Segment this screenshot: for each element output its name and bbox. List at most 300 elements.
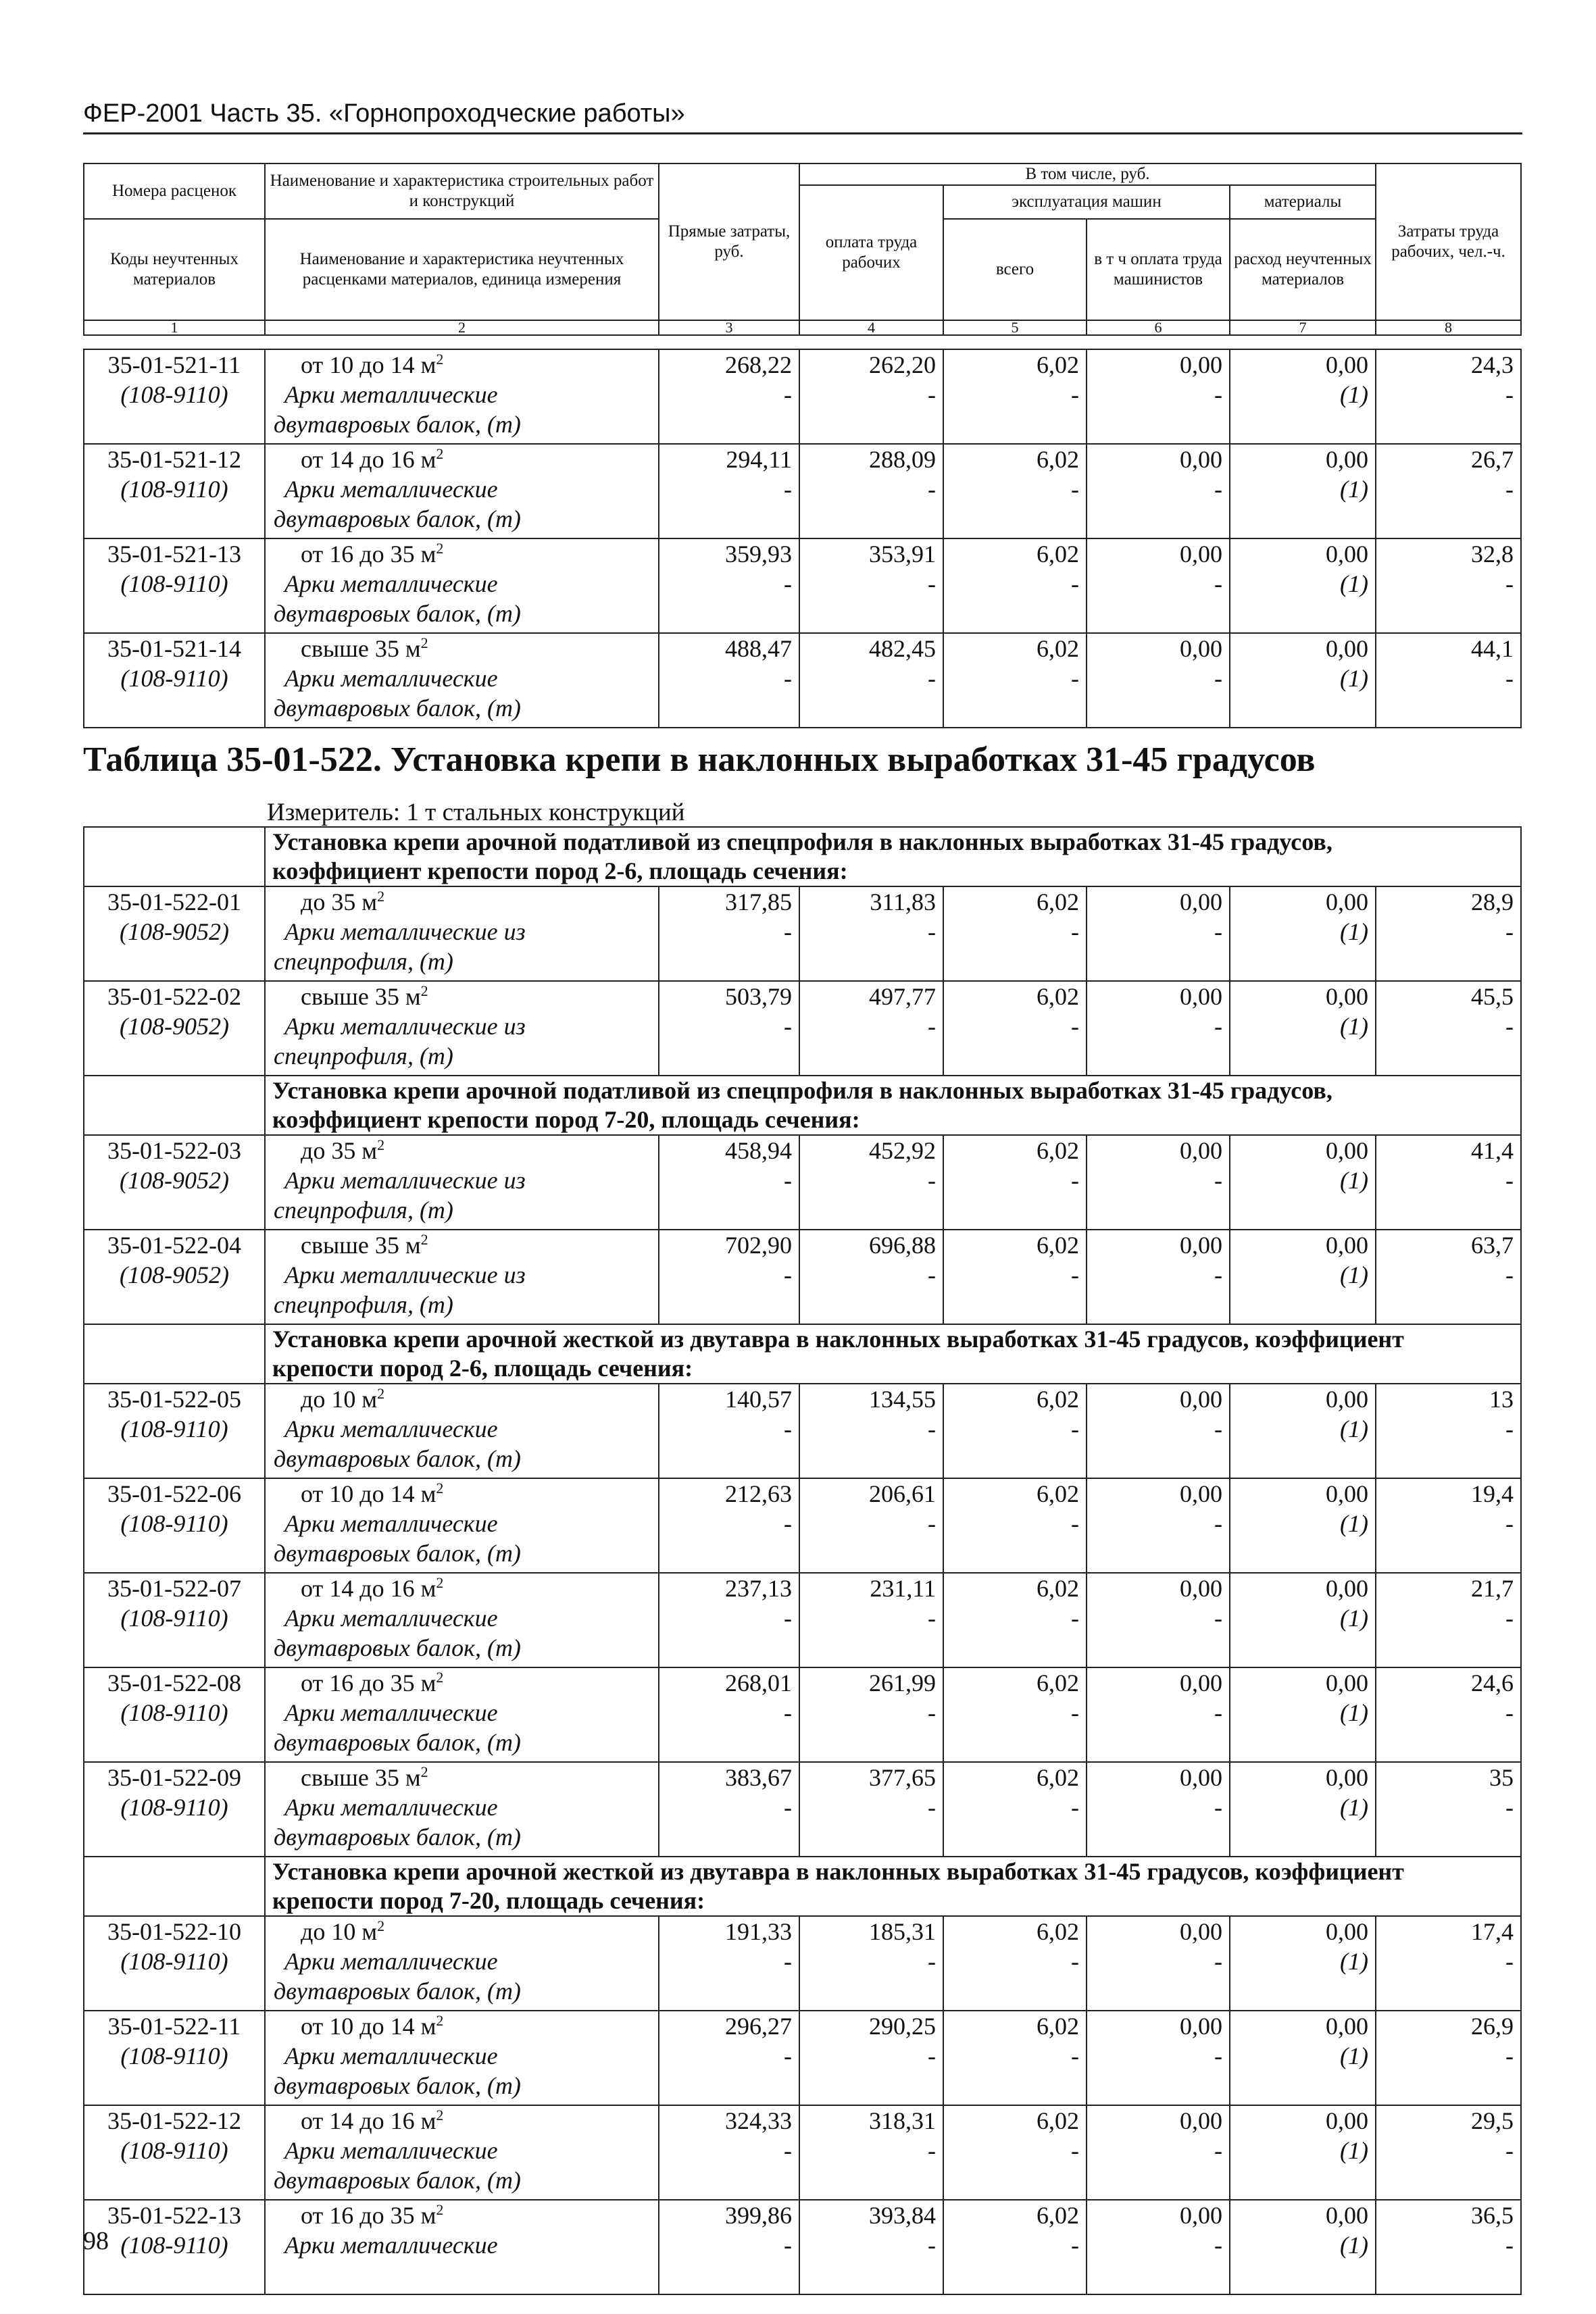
value-col-7	[1230, 2105, 1376, 2200]
dash: -	[1505, 1013, 1514, 1040]
material-name: Арки металлические	[284, 1699, 498, 1726]
value: 6,02	[1037, 2202, 1079, 2229]
work-title-text: от 14 до 16 м	[301, 2107, 437, 2134]
table-row	[84, 2200, 1521, 2294]
value: 0,00	[1180, 1575, 1222, 1602]
work-title-text: до 10 м	[301, 1918, 378, 1945]
section-spacer	[84, 1324, 265, 1384]
dash: -	[1071, 1948, 1079, 1975]
work-name-cell	[265, 2105, 659, 2200]
value-col-3	[659, 444, 799, 538]
dash: -	[784, 918, 792, 945]
material-code: (108-9110)	[120, 381, 228, 408]
work-name-cell	[265, 2011, 659, 2105]
material-name: двутавровых балок, (т)	[274, 600, 521, 627]
value-col-3	[659, 1478, 799, 1573]
work-name-cell	[265, 1762, 659, 1857]
work-name-cell	[265, 1478, 659, 1573]
value: 212,63	[725, 1480, 792, 1507]
work-title	[274, 1763, 658, 1792]
value-col-5	[943, 349, 1087, 444]
material-name: двутавровых балок, (т)	[274, 1634, 521, 1661]
rate-code-cell	[84, 1573, 265, 1667]
material-qty: (1)	[1340, 1013, 1368, 1040]
value-col-7	[1230, 538, 1376, 633]
value: 231,11	[870, 1575, 936, 1602]
material-qty: (1)	[1340, 1261, 1368, 1288]
value-col-7	[1230, 1478, 1376, 1573]
value-col-4	[799, 633, 943, 728]
col-header-material-names: Наименование и характеристика неучтенных расценками материалов, единица измерения	[265, 219, 659, 320]
value: 399,86	[725, 2202, 792, 2229]
section-spacer	[84, 827, 265, 886]
value: 324,33	[725, 2107, 792, 2134]
value-col-5	[943, 1135, 1087, 1230]
material-name: Арки металлические	[284, 1510, 498, 1537]
value: 0,00	[1180, 1918, 1222, 1945]
dash: -	[1071, 1699, 1079, 1726]
table-row	[84, 1916, 1521, 2011]
value-col-7	[1230, 349, 1376, 444]
rate-code-cell	[84, 444, 265, 538]
rate-code: 35-01-522-02	[107, 983, 241, 1010]
table-row	[84, 2011, 1521, 2105]
value: 0,00	[1180, 2202, 1222, 2229]
value-col-7	[1230, 1573, 1376, 1667]
value-col-8	[1376, 886, 1521, 981]
work-title	[274, 2011, 658, 2041]
value-col-4	[799, 1478, 943, 1573]
work-title-text: от 16 до 35 м	[301, 2202, 437, 2229]
value: 44,1	[1471, 635, 1514, 662]
dash: -	[1071, 1167, 1079, 1194]
work-name-cell	[265, 2200, 659, 2294]
value: 6,02	[1037, 983, 1079, 1010]
dash: -	[1505, 381, 1514, 408]
dash: -	[928, 1261, 936, 1288]
dash: -	[1071, 1013, 1079, 1040]
work-title	[274, 1668, 658, 1698]
value: 393,84	[869, 2202, 936, 2229]
value-col-6	[1087, 1230, 1230, 1324]
section-heading-line: коэффициент крепости пород 7-20, площадь сечения:	[272, 1106, 860, 1133]
value-col-5	[943, 886, 1087, 981]
value: 6,02	[1037, 1232, 1079, 1259]
material-qty: (1)	[1340, 1167, 1368, 1194]
value: 452,92	[869, 1137, 936, 1164]
area-unit-power: 2	[436, 2012, 444, 2029]
dash: -	[784, 1605, 792, 1632]
value-col-6	[1087, 1135, 1230, 1230]
section-heading	[265, 1076, 1521, 1135]
material-qty: (1)	[1340, 1605, 1368, 1632]
value-col-6	[1087, 1573, 1230, 1667]
dash: -	[1071, 2137, 1079, 2164]
value: 6,02	[1037, 1918, 1079, 1945]
section-heading	[265, 827, 1521, 886]
value-col-8	[1376, 2200, 1521, 2294]
table-35-01-522	[83, 826, 1522, 2295]
dash: -	[1505, 1415, 1514, 1442]
col-number-4: 4	[799, 320, 943, 335]
dash: -	[1214, 1415, 1222, 1442]
value: 41,4	[1471, 1137, 1514, 1164]
value-col-8	[1376, 1762, 1521, 1857]
value: 383,67	[725, 1764, 792, 1791]
dash: -	[928, 918, 936, 945]
value-col-4	[799, 1573, 943, 1667]
rate-code: 35-01-522-01	[107, 888, 241, 915]
value: 0,00	[1180, 635, 1222, 662]
material-qty: (1)	[1340, 1510, 1368, 1537]
dash: -	[928, 1605, 936, 1632]
col-header-rate-numbers: Номера расценок	[84, 164, 265, 219]
col-number-2: 2	[265, 320, 659, 335]
value: 6,02	[1037, 1669, 1079, 1696]
dash: -	[1505, 476, 1514, 503]
dash: -	[1214, 381, 1222, 408]
value: 0,00	[1326, 888, 1368, 915]
section-heading-row	[84, 1857, 1521, 1916]
value-col-7	[1230, 1230, 1376, 1324]
value: 296,27	[725, 2013, 792, 2040]
work-title	[274, 634, 658, 663]
material-name: Арки металлические	[284, 1605, 498, 1632]
dash: -	[928, 1948, 936, 1975]
value-col-3	[659, 1384, 799, 1478]
material-code: (108-9110)	[120, 476, 228, 503]
value-col-4	[799, 2011, 943, 2105]
value: 32,8	[1471, 540, 1514, 568]
value: 0,00	[1180, 1480, 1222, 1507]
material-name: двутавровых балок, (т)	[274, 1445, 521, 1472]
value: 0,00	[1180, 1232, 1222, 1259]
table-row	[84, 444, 1521, 538]
value-col-4	[799, 1384, 943, 1478]
value-col-8	[1376, 538, 1521, 633]
value-col-7	[1230, 1916, 1376, 2011]
dash: -	[784, 1699, 792, 1726]
value-col-8	[1376, 444, 1521, 538]
dash: -	[784, 2232, 792, 2259]
table-row	[84, 1573, 1521, 1667]
value-col-5	[943, 1762, 1087, 1857]
value-col-5	[943, 981, 1087, 1076]
value-col-3	[659, 1916, 799, 2011]
material-code: (108-9052)	[120, 1261, 229, 1288]
value: 458,94	[725, 1137, 792, 1164]
value-col-6	[1087, 538, 1230, 633]
rate-code-cell	[84, 538, 265, 633]
value: 134,55	[869, 1386, 936, 1413]
value: 19,4	[1471, 1480, 1514, 1507]
col-header-machines-total: всего	[943, 219, 1087, 320]
value-col-8	[1376, 2105, 1521, 2200]
work-title-text: от 10 до 14 м	[301, 351, 437, 378]
material-code: (108-9110)	[120, 2137, 228, 2164]
area-unit-power: 2	[377, 1917, 385, 1934]
page-number: 98	[83, 2227, 109, 2255]
dash: -	[784, 1794, 792, 1821]
col-header-material-use: расход неучтенных материалов	[1230, 219, 1376, 320]
rate-code: 35-01-521-14	[107, 635, 241, 662]
table-row	[84, 1384, 1521, 1478]
dash: -	[1071, 2042, 1079, 2069]
dash: -	[928, 2137, 936, 2164]
value: 6,02	[1037, 888, 1079, 915]
material-name: Арки металлические	[284, 665, 498, 692]
value-col-4	[799, 444, 943, 538]
dash: -	[1505, 1948, 1514, 1975]
value-col-8	[1376, 349, 1521, 444]
material-code: (108-9110)	[120, 1794, 228, 1821]
work-name-cell	[265, 1916, 659, 2011]
dash: -	[928, 381, 936, 408]
material-qty: (1)	[1340, 1415, 1368, 1442]
material-name: Арки металлические	[284, 2137, 498, 2164]
value: 29,5	[1471, 2107, 1514, 2134]
table-row	[84, 633, 1521, 728]
value: 482,45	[869, 635, 936, 662]
work-title	[274, 1136, 658, 1165]
dash: -	[1214, 1510, 1222, 1537]
value: 696,88	[869, 1232, 936, 1259]
table-row	[84, 1478, 1521, 1573]
material-name: Арки металлические	[284, 570, 498, 597]
value-col-3	[659, 1135, 799, 1230]
table-row	[84, 349, 1521, 444]
value-col-3	[659, 1762, 799, 1857]
work-title-text: от 16 до 35 м	[301, 1669, 437, 1696]
value-col-8	[1376, 1667, 1521, 1762]
col-header-material-codes: Коды неучтенных материалов	[84, 219, 265, 320]
material-name: двутавровых балок, (т)	[274, 695, 521, 722]
value-col-5	[943, 1384, 1087, 1478]
value: 26,7	[1471, 446, 1514, 473]
value-col-5	[943, 444, 1087, 538]
material-name: Арки металлические	[284, 2232, 498, 2259]
dash: -	[1505, 2137, 1514, 2164]
value-col-7	[1230, 1135, 1376, 1230]
value: 0,00	[1326, 2107, 1368, 2134]
value-col-3	[659, 1667, 799, 1762]
units-measure: Измеритель: 1 т стальных конструкций	[267, 799, 685, 826]
material-name: двутавровых балок, (т)	[274, 1729, 521, 1756]
value-col-6	[1087, 886, 1230, 981]
section-heading-row	[84, 1324, 1521, 1384]
material-code: (108-9110)	[120, 1605, 228, 1632]
value: 0,00	[1180, 1137, 1222, 1164]
value-col-8	[1376, 1478, 1521, 1573]
dash: -	[1214, 476, 1222, 503]
value-col-5	[943, 2200, 1087, 2294]
dash: -	[1214, 1261, 1222, 1288]
dash: -	[784, 1948, 792, 1975]
dash: -	[928, 1415, 936, 1442]
value-col-4	[799, 1762, 943, 1857]
dash: -	[784, 1167, 792, 1194]
col-number-6: 6	[1087, 320, 1230, 335]
work-title-text: до 10 м	[301, 1386, 378, 1413]
rate-code: 35-01-522-06	[107, 1480, 241, 1507]
area-unit-power: 2	[377, 1385, 385, 1402]
section-heading	[265, 1324, 1521, 1384]
value-col-6	[1087, 633, 1230, 728]
value-col-5	[943, 1573, 1087, 1667]
area-unit-power: 2	[436, 445, 444, 462]
work-title-text: свыше 35 м	[301, 1764, 421, 1791]
value: 0,00	[1326, 1386, 1368, 1413]
rate-code-cell	[84, 633, 265, 728]
dash: -	[1214, 1013, 1222, 1040]
work-title-text: свыше 35 м	[301, 983, 421, 1010]
dash: -	[784, 2137, 792, 2164]
value-col-7	[1230, 1762, 1376, 1857]
value-col-3	[659, 2200, 799, 2294]
table-row	[84, 886, 1521, 981]
value-col-6	[1087, 2105, 1230, 2200]
section-heading	[265, 1857, 1521, 1916]
value: 268,22	[725, 351, 792, 378]
value-col-3	[659, 2105, 799, 2200]
dash: -	[784, 665, 792, 692]
table-title: Таблица 35-01-522. Установка крепи в наклонных выработках 31-45 градусов	[83, 740, 1316, 779]
value: 0,00	[1326, 1575, 1368, 1602]
value-col-6	[1087, 444, 1230, 538]
col-header-including: В том числе, руб.	[799, 164, 1376, 185]
material-code: (108-9052)	[120, 918, 229, 945]
value: 0,00	[1326, 1137, 1368, 1164]
section-heading-line: Установка крепи арочной жесткой из двутавра в наклонных выработках 31-45 градусов, коэффициент	[272, 1326, 1404, 1353]
value: 13	[1489, 1386, 1514, 1413]
value-col-3	[659, 886, 799, 981]
value: 294,11	[726, 446, 792, 473]
value-col-4	[799, 1230, 943, 1324]
value: 63,7	[1471, 1232, 1514, 1259]
rate-code-cell	[84, 981, 265, 1076]
value-col-5	[943, 633, 1087, 728]
value-col-8	[1376, 1916, 1521, 2011]
value: 185,31	[869, 1918, 936, 1945]
rate-code-cell	[84, 1135, 265, 1230]
value-col-7	[1230, 444, 1376, 538]
value-col-6	[1087, 1478, 1230, 1573]
value: 35	[1489, 1764, 1514, 1791]
value-col-6	[1087, 1384, 1230, 1478]
work-name-cell	[265, 538, 659, 633]
work-name-cell	[265, 1230, 659, 1324]
dash: -	[1071, 476, 1079, 503]
col-number-1: 1	[84, 320, 265, 335]
value: 353,91	[869, 540, 936, 568]
value-col-8	[1376, 1573, 1521, 1667]
material-qty: (1)	[1340, 1794, 1368, 1821]
dash: -	[784, 1510, 792, 1537]
value: 0,00	[1326, 1918, 1368, 1945]
dash: -	[1505, 1261, 1514, 1288]
value: 24,3	[1471, 351, 1514, 378]
dash: -	[1071, 1261, 1079, 1288]
rate-code-cell	[84, 1478, 265, 1573]
value-col-5	[943, 1667, 1087, 1762]
value-col-7	[1230, 2200, 1376, 2294]
rate-code: 35-01-522-03	[107, 1137, 241, 1164]
material-name: Арки металлические	[284, 1794, 498, 1821]
work-title-text: до 35 м	[301, 888, 378, 915]
value-col-3	[659, 2011, 799, 2105]
table-35-01-521	[83, 349, 1522, 728]
value: 261,99	[869, 1669, 936, 1696]
material-code: (108-9110)	[120, 570, 228, 597]
material-name: Арки металлические	[284, 2042, 498, 2069]
rate-code: 35-01-521-12	[107, 446, 241, 473]
work-name-cell	[265, 444, 659, 538]
value-col-6	[1087, 981, 1230, 1076]
rate-code: 35-01-522-07	[107, 1575, 241, 1602]
work-title-text: от 14 до 16 м	[301, 1575, 437, 1602]
work-title	[274, 1230, 658, 1260]
dash: -	[1071, 381, 1079, 408]
rate-code-cell	[84, 1762, 265, 1857]
value: 6,02	[1037, 446, 1079, 473]
value-col-5	[943, 538, 1087, 633]
value-col-4	[799, 2200, 943, 2294]
area-unit-power: 2	[436, 2201, 444, 2218]
col-number-8: 8	[1376, 320, 1521, 335]
table-row	[84, 1230, 1521, 1324]
section-heading-line: крепости пород 2-6, площадь сечения:	[272, 1355, 693, 1382]
dash: -	[928, 1699, 936, 1726]
dash: -	[1505, 570, 1514, 597]
dash: -	[1505, 665, 1514, 692]
rate-code: 35-01-522-05	[107, 1386, 241, 1413]
value-col-5	[943, 1478, 1087, 1573]
material-qty: (1)	[1340, 665, 1368, 692]
value: 488,47	[725, 635, 792, 662]
value: 290,25	[869, 2013, 936, 2040]
dash: -	[784, 1261, 792, 1288]
material-name: Арки металлические из	[284, 1261, 526, 1288]
value: 0,00	[1326, 983, 1368, 1010]
material-name: Арки металлические	[284, 1948, 498, 1975]
material-qty: (1)	[1340, 2232, 1368, 2259]
area-unit-power: 2	[420, 982, 428, 999]
value: 21,7	[1471, 1575, 1514, 1602]
material-name: двутавровых балок, (т)	[274, 1978, 521, 2005]
rate-code-cell	[84, 2200, 265, 2294]
value: 0,00	[1180, 2107, 1222, 2134]
col-number-7: 7	[1230, 320, 1376, 335]
value: 0,00	[1326, 1669, 1368, 1696]
material-name: двутавровых балок, (т)	[274, 1540, 521, 1567]
work-name-cell	[265, 981, 659, 1076]
dash: -	[1214, 570, 1222, 597]
value: 0,00	[1180, 1386, 1222, 1413]
value: 0,00	[1180, 983, 1222, 1010]
value: 6,02	[1037, 2013, 1079, 2040]
value: 45,5	[1471, 983, 1514, 1010]
dash: -	[1505, 1605, 1514, 1632]
rate-code: 35-01-522-04	[107, 1232, 241, 1259]
col-number-5: 5	[943, 320, 1087, 335]
value: 377,65	[869, 1764, 936, 1791]
dash: -	[928, 665, 936, 692]
dash: -	[1214, 2137, 1222, 2164]
dash: -	[1505, 2232, 1514, 2259]
dash: -	[928, 2232, 936, 2259]
value: 268,01	[725, 1669, 792, 1696]
value-col-8	[1376, 1384, 1521, 1478]
